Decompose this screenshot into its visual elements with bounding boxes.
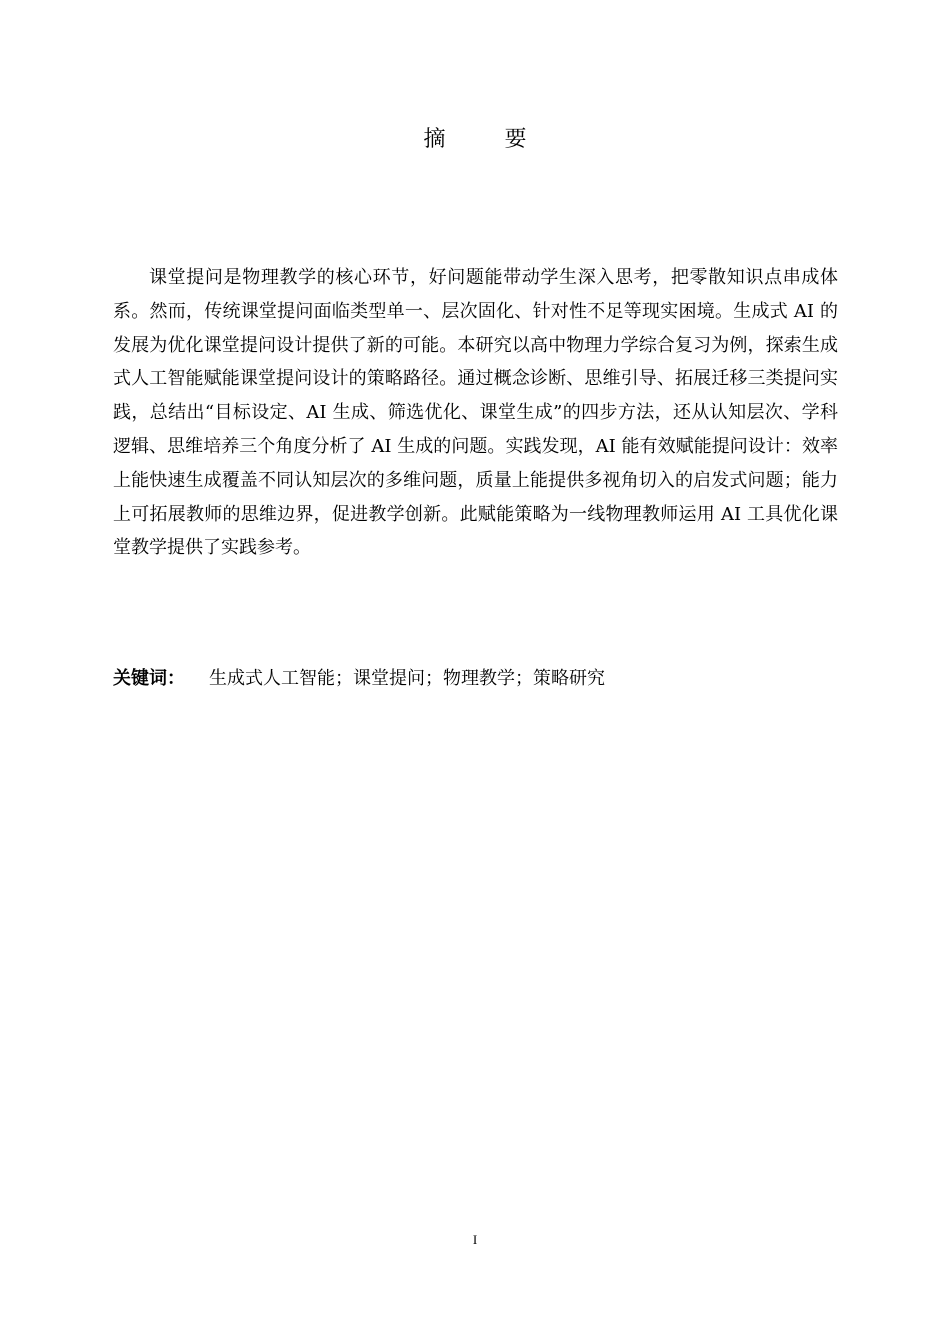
keywords-line xyxy=(113,664,838,694)
keywords-label: 关键词： xyxy=(113,668,185,689)
abstract-body: 课堂提问是物理教学的核心环节，好问题能带动学生深入思考，把零散知识点串成体系。然而，传统课堂提问面临类型单一、层次固化、针对性不足等现实困境。生成式 AI 的发展为优化课堂提问设计提供了新的可能。本研究以高中物理力学综合复习为例，探索生成式人工智能赋能课堂提问设计的策略路径。通过概念诊断、思维引导、拓展迁移三类提问实践，总结出“目标设定、AI 生成、筛选优化、课堂生成”的四步方法，还从认知层次、学科逻辑、思维培养三个角度分析了 AI 生成的问题。实践发现，AI 能有效赋能提问设计：效率上能快速生成覆盖不同认知层次的多维问题，质量上能提供多视角切入的启发式问题；能力上可拓展教师的思维边界，促进教学创新。此赋能策略为一线物理教师运用 AI 工具优化课堂教学提供了实践参考。 xyxy=(113,267,838,559)
keywords-text: 生成式人工智能；课堂提问；物理教学；策略研究 xyxy=(209,668,605,689)
abstract-title: 摘 要 xyxy=(423,127,553,152)
page-number: I xyxy=(472,1232,478,1247)
